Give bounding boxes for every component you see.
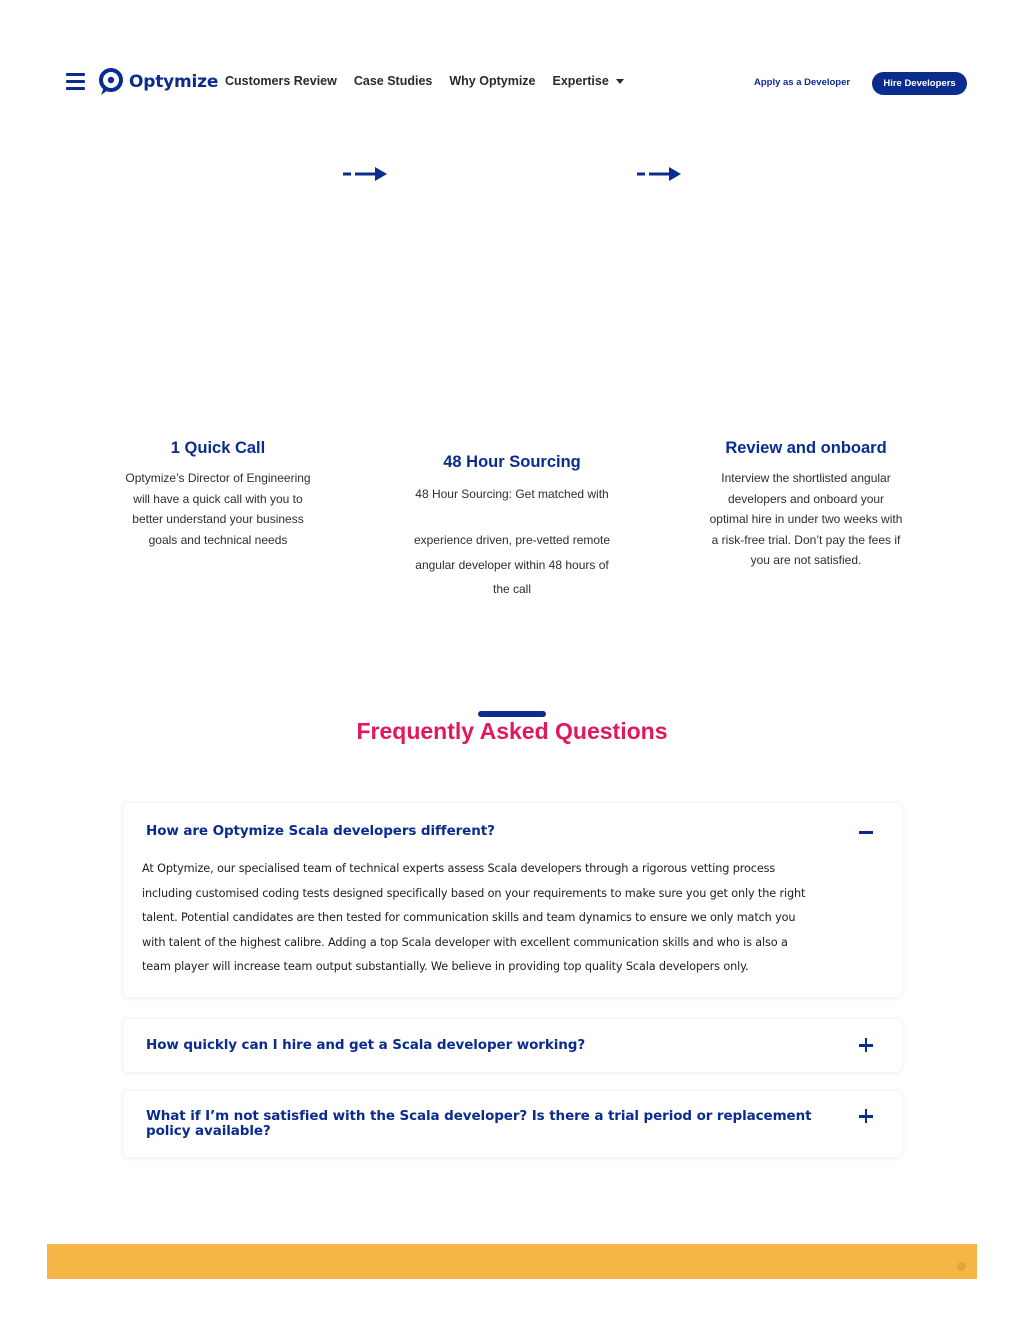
step-description-line: will have a quick call with you to [133, 491, 303, 506]
main-nav [225, 74, 641, 88]
nav-why-optymize[interactable]: Why Optymize [449, 74, 536, 88]
faq-question[interactable]: How are Optymize Scala developers different? [146, 823, 495, 839]
hire-developers-button[interactable]: Hire Developers [872, 72, 967, 95]
nav-expertise-label: Expertise [552, 74, 609, 88]
faq-question[interactable]: What if I’m not satisfied with the Scala developer? Is there a trial period or replacement policy available? [146, 1108, 812, 1139]
logo-text: Optymize [129, 72, 219, 92]
optymize-logo-icon [98, 68, 124, 96]
step-description-line: angular developer within 48 hours of [415, 557, 609, 572]
apply-as-developer-link[interactable]: Apply as a Developer [754, 77, 851, 88]
step-description [688, 468, 924, 571]
step-description [104, 468, 332, 550]
nav-expertise[interactable] [553, 74, 624, 88]
step-description-line: experience driven, pre-vetted remote [413, 533, 611, 547]
faq-question[interactable]: How quickly can I hire and get a Scala developer working? [146, 1037, 586, 1053]
step-description [396, 484, 628, 602]
step-description-line: 48 Hour Sourcing: Get matched with [415, 487, 609, 501]
footer-cta-band [47, 1244, 977, 1279]
minus-icon[interactable] [859, 825, 873, 839]
arrow-right-icon [342, 166, 388, 182]
faq-answer-line: At Optymize, our specialised team of technical experts assess Scala developers through a rigorous vetting process [142, 862, 776, 875]
faq-title: Frequently Asked Questions [356, 718, 668, 744]
faq-answer-line: including customised coding tests designed specifically based on your requirements to make sure you get only the right [142, 886, 806, 900]
faq-item [122, 1018, 903, 1073]
step-48-hour-sourcing [396, 452, 628, 602]
step-description-line: developers and onboard your [727, 491, 885, 506]
step-description-line: better understand your business [132, 512, 304, 526]
faq-answer-line: talent. Potential candidates are then tested for communication skills and team dynamics to ensure we only match you [142, 911, 796, 924]
step-review-and-onboard [688, 438, 924, 571]
menu-icon[interactable] [66, 72, 85, 91]
step-description-line: goals and technical needs [148, 532, 288, 547]
faq-item [122, 1090, 903, 1158]
step-title: Review and onboard [725, 439, 887, 457]
step-description-line: the call [492, 582, 532, 596]
step-description-line: you are not satisfied. [750, 553, 862, 567]
step-description-line: Interview the shortlisted angular [721, 471, 891, 485]
nav-customers-review[interactable]: Customers Review [225, 74, 337, 88]
faq-answer [142, 857, 892, 980]
logo[interactable] [98, 67, 218, 97]
faq-answer-line: with talent of the highest calibre. Adding a top Scala developer with excellent communication skills and who is also a [142, 935, 788, 949]
faq-item [122, 802, 903, 998]
plus-icon[interactable] [859, 1038, 873, 1052]
step-description-line: a risk-free trial. Don’t pay the fees if [711, 532, 901, 547]
plus-icon[interactable] [859, 1109, 873, 1123]
step-description-line: Optymize’s Director of Engineering [125, 471, 311, 485]
chevron-down-icon [616, 79, 624, 84]
step-quick-call [104, 438, 332, 550]
step-title: 48 Hour Sourcing [443, 453, 581, 471]
step-description-line: optimal hire in under two weeks with [709, 512, 903, 526]
faq-answer-line: team player will increase team output substantially. We believe in providing top quality Scala developers only. [142, 960, 749, 973]
arrow-right-icon [636, 166, 682, 182]
nav-case-studies[interactable]: Case Studies [353, 74, 433, 88]
site-header [0, 0, 1024, 165]
step-title: 1 Quick Call [170, 439, 266, 457]
scroll-to-top-dot[interactable] [957, 1262, 966, 1271]
